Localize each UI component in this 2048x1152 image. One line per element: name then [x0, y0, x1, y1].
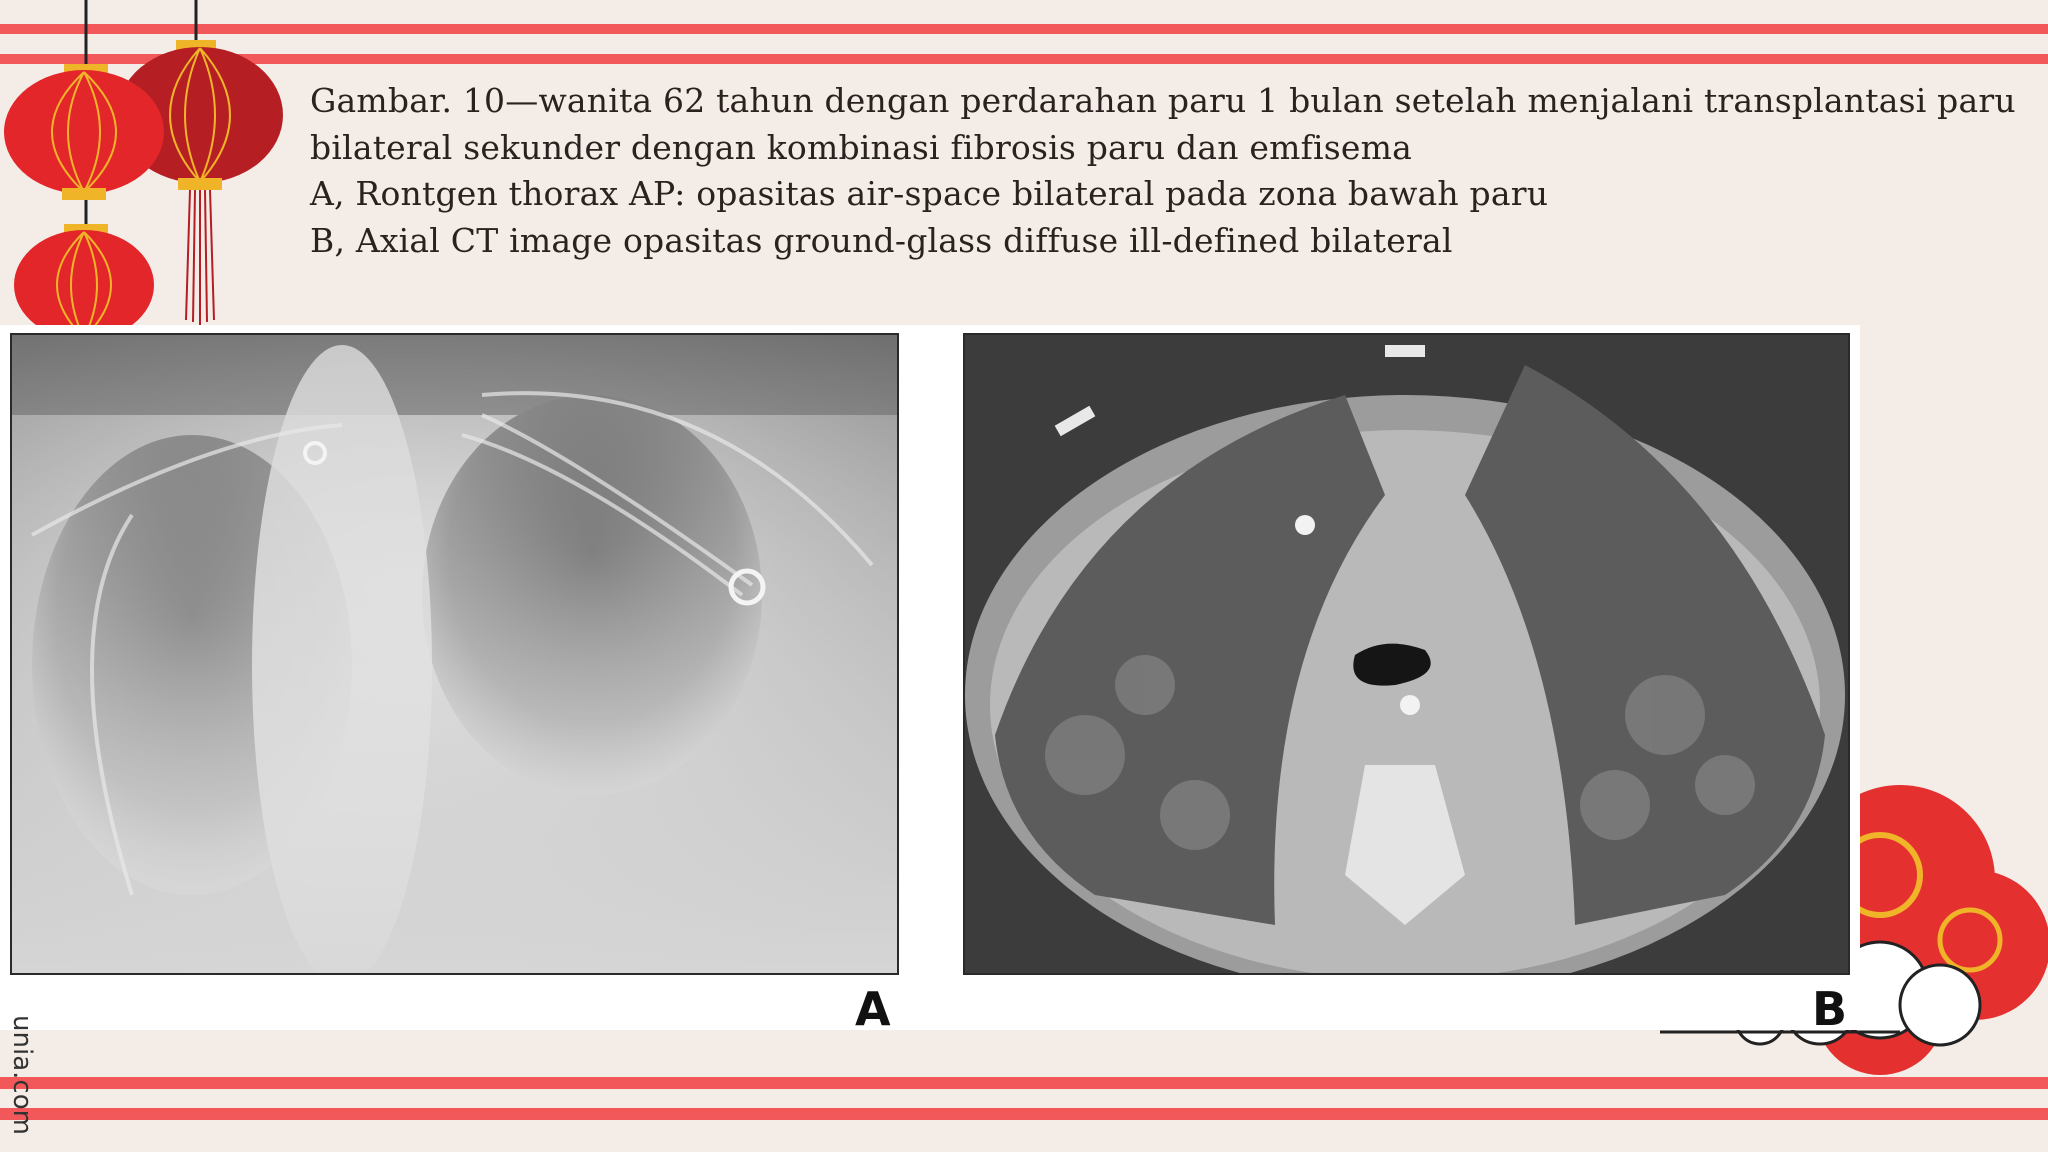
bottom-stripe-2 — [0, 1108, 2048, 1120]
figure-caption — [310, 78, 2016, 264]
panel-b-label: B — [1812, 982, 1848, 1036]
top-stripe-1 — [0, 24, 2048, 34]
caption-line-4: B, Axial CT image opasitas ground-glass diffuse ill-defined bilateral — [310, 220, 1453, 260]
ct-image — [963, 333, 1850, 975]
caption-line-3: A, Rontgen thorax AP: opasitas air-space bilateral pada zona bawah paru — [310, 174, 1549, 213]
xray-image — [10, 333, 899, 975]
top-stripe-2 — [0, 54, 2048, 64]
caption-line-1: Gambar. 10—wanita 62 tahun dengan perdarahan paru 1 bulan setelah menjalani transplantasi paru — [310, 81, 2016, 120]
caption-line-2: bilateral sekunder dengan kombinasi fibrosis paru dan emfisema — [310, 127, 1412, 167]
lantern-icon — [0, 0, 300, 330]
panel-a-label: A — [855, 982, 891, 1036]
side-watermark: unia.com — [6, 1015, 37, 1135]
